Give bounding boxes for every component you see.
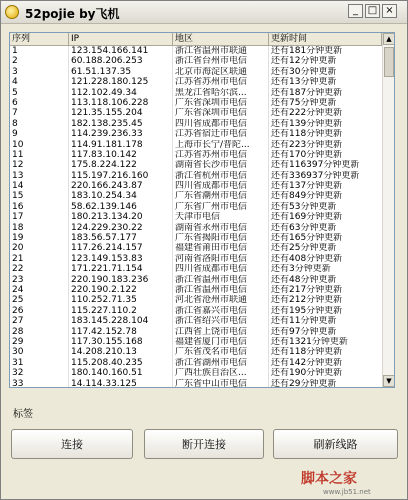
cell-index: 31 [12, 357, 24, 368]
maximize-button[interactable] [365, 4, 380, 18]
table-row[interactable] [10, 181, 382, 191]
table-row[interactable] [10, 129, 382, 139]
table-row[interactable] [10, 212, 382, 222]
cell-index: 13 [12, 170, 24, 181]
table-row[interactable] [10, 327, 382, 337]
cell-region: 黑龙江省哈尔滨... [175, 87, 247, 98]
cell-index: 3 [12, 66, 18, 77]
cell-update-time: 还有165分钟更新 [271, 233, 343, 244]
cell-ip: 121.228.180.125 [71, 77, 149, 88]
cell-update-time: 还有63分钟更新 [271, 222, 337, 233]
cell-update-time: 还有849分钟更新 [271, 191, 343, 202]
cell-region: 浙江省温州市联通 [175, 46, 248, 56]
cell-index: 5 [12, 87, 18, 98]
cell-ip: 58.62.139.146 [71, 201, 137, 212]
cell-ip: 112.102.49.34 [71, 87, 137, 98]
status-label: 标签 [13, 409, 33, 420]
cell-index: 16 [12, 201, 24, 212]
cell-ip: 60.188.206.253 [71, 56, 143, 67]
refresh-lines-button[interactable]: 刷新线路 [273, 429, 398, 459]
cell-index: 6 [12, 97, 18, 108]
table-row[interactable] [10, 150, 382, 160]
cell-region: 浙江省台州市电信 [175, 56, 248, 67]
table-row[interactable] [10, 358, 382, 368]
cell-ip: 180.213.134.20 [71, 212, 143, 223]
table-row[interactable] [10, 337, 382, 347]
cell-index: 4 [12, 77, 18, 88]
cell-update-time: 还有170分钟更新 [271, 149, 343, 160]
cell-ip: 123.154.166.141 [71, 46, 149, 56]
cell-index: 17 [12, 212, 24, 223]
cell-update-time: 还有222分钟更新 [271, 108, 343, 119]
cell-region: 浙江省嘉兴市电信 [175, 305, 248, 316]
cell-region: 江苏省宿迁市电信 [175, 129, 248, 140]
cell-index: 22 [12, 264, 24, 275]
cell-ip: 123.149.153.83 [71, 253, 143, 264]
cell-ip: 117.30.155.168 [71, 336, 143, 347]
cell-ip: 113.118.106.228 [71, 97, 149, 108]
table-row[interactable] [10, 368, 382, 378]
cell-index: 12 [12, 160, 24, 171]
column-header-update-time[interactable]: 更新时间 [269, 33, 382, 45]
cell-index: 10 [12, 139, 24, 150]
window-title: 52pojie by飞机 [25, 7, 120, 21]
cell-region: 湖南省永州市电信 [175, 222, 248, 233]
table-row[interactable] [10, 223, 382, 233]
cell-region: 浙江省温州市电信 [175, 284, 248, 295]
table-header [10, 33, 394, 46]
cell-ip: 183.145.228.104 [71, 316, 149, 327]
cell-index: 30 [12, 347, 24, 358]
cell-index: 27 [12, 316, 24, 327]
table-row[interactable] [10, 98, 382, 108]
cell-ip: 220.166.243.87 [71, 181, 143, 192]
cell-update-time: 还有336937分钟更新 [271, 170, 360, 181]
cell-region: 河南省洛阳市电信 [175, 253, 248, 264]
cell-region: 广东省中山市电信 [175, 378, 248, 388]
column-header-ip[interactable]: IP [69, 33, 173, 45]
cell-index: 29 [12, 336, 24, 347]
cell-update-time: 还有11分钟更新 [271, 316, 337, 327]
vertical-scrollbar[interactable] [382, 33, 395, 387]
cell-region: 天津市电信 [175, 212, 221, 223]
table-row[interactable] [10, 254, 382, 264]
cell-update-time: 还有190分钟更新 [271, 368, 343, 379]
cell-update-time: 还有223分钟更新 [271, 139, 343, 150]
table-row[interactable] [10, 243, 382, 253]
minimize-icon: _ [353, 5, 358, 16]
cell-region: 浙江省湖州市电信 [175, 357, 248, 368]
cell-ip: 117.83.10.142 [71, 149, 137, 160]
cell-update-time: 还有97分钟更新 [271, 326, 337, 337]
cell-index: 8 [12, 118, 18, 129]
cell-update-time: 还有75分钟更新 [271, 97, 337, 108]
cell-region: 江西省上饶市电信 [175, 326, 248, 337]
watermark-url: www.jb51.net [323, 488, 371, 496]
cell-update-time: 还有118分钟更新 [271, 129, 343, 140]
cell-update-time: 还有187分钟更新 [271, 87, 343, 98]
cell-index: 25 [12, 295, 24, 306]
table-row[interactable] [10, 306, 382, 316]
table-row[interactable] [10, 46, 382, 56]
cell-region: 上海市长宁/普陀... [175, 139, 250, 150]
cell-update-time: 还有217分钟更新 [271, 284, 343, 295]
cell-update-time: 还有139分钟更新 [271, 118, 343, 129]
table-row[interactable] [10, 140, 382, 150]
table-row[interactable] [10, 285, 382, 295]
cell-index: 21 [12, 253, 24, 264]
cell-ip: 121.35.155.204 [71, 108, 143, 119]
cell-index: 20 [12, 243, 24, 254]
cell-update-time: 还有118分钟更新 [271, 347, 343, 358]
cell-index: 33 [12, 378, 24, 388]
cell-ip: 183.10.254.34 [71, 191, 137, 202]
cell-region: 江苏省苏州市电信 [175, 149, 248, 160]
scroll-thumb[interactable] [384, 47, 394, 77]
table-row[interactable] [10, 56, 382, 66]
table-row[interactable] [10, 160, 382, 170]
connect-button[interactable]: 连接 [11, 429, 133, 459]
cell-region: 四川省成都市电信 [175, 264, 248, 275]
cell-update-time: 还有3分钟更新 [271, 264, 331, 275]
cell-region: 河北省沧州市联通 [175, 295, 248, 306]
maximize-icon: □ [367, 5, 378, 16]
cell-index: 14 [12, 181, 24, 192]
cell-index: 11 [12, 149, 24, 160]
cell-update-time: 还有195分钟更新 [271, 305, 343, 316]
cell-update-time: 还有181分钟更新 [271, 46, 343, 56]
cell-region: 广东省揭阳市电信 [175, 233, 248, 244]
cell-region: 广东省潮州市电信 [175, 191, 248, 202]
column-header-index[interactable]: 序列 [10, 33, 69, 45]
table-row[interactable] [10, 191, 382, 201]
cell-ip: 175.8.224.122 [71, 160, 137, 171]
cell-ip: 115.197.216.160 [71, 170, 149, 181]
cell-region: 广东省广州市电信 [175, 201, 248, 212]
cell-region: 广东省深圳市电信 [175, 108, 248, 119]
table-row[interactable] [10, 171, 382, 181]
table-row[interactable] [10, 77, 382, 87]
cell-index: 23 [12, 274, 24, 285]
cell-ip: 114.239.236.33 [71, 129, 143, 140]
cell-region: 北京市海淀区联通 [175, 66, 248, 77]
cell-update-time: 还有1321分钟更新 [271, 336, 348, 347]
close-button[interactable] [382, 4, 397, 18]
disconnect-button[interactable]: 断开连接 [144, 429, 264, 459]
ip-list-table[interactable] [9, 32, 395, 388]
cell-ip: 115.208.40.235 [71, 357, 143, 368]
cell-index: 28 [12, 326, 24, 337]
cell-region: 四川省成都市电信 [175, 118, 248, 129]
close-icon: × [385, 5, 394, 16]
cell-update-time: 还有53分钟更新 [271, 201, 337, 212]
app-icon [5, 5, 19, 19]
cell-ip: 220.190.183.236 [71, 274, 149, 285]
cell-ip: 117.26.214.157 [71, 243, 143, 254]
cell-ip: 115.227.110.2 [71, 305, 137, 316]
cell-update-time: 还有29分钟更新 [271, 378, 337, 388]
cell-region: 浙江省绍兴市电信 [175, 316, 248, 327]
table-row[interactable] [10, 233, 382, 243]
cell-ip: 61.51.137.35 [71, 66, 132, 77]
cell-ip: 220.190.2.122 [71, 284, 137, 295]
cell-ip: 124.229.230.22 [71, 222, 143, 233]
cell-index: 32 [12, 368, 24, 379]
cell-ip: 114.91.181.178 [71, 139, 143, 150]
cell-region: 广西壮族自治区... [175, 368, 247, 379]
cell-update-time: 还有169分钟更新 [271, 212, 343, 223]
column-header-region[interactable]: 地区 [173, 33, 269, 45]
cell-ip: 110.252.71.35 [71, 295, 137, 306]
scroll-up-button[interactable]: ▲ [383, 33, 395, 45]
cell-ip: 183.56.57.177 [71, 233, 137, 244]
cell-ip: 14.114.33.125 [71, 378, 137, 388]
cell-index: 26 [12, 305, 24, 316]
table-row[interactable] [10, 67, 382, 77]
cell-update-time: 还有142分钟更新 [271, 357, 343, 368]
cell-region: 广东省茂名市电信 [175, 347, 248, 358]
cell-index: 19 [12, 233, 24, 244]
cell-ip: 14.208.210.13 [71, 347, 137, 358]
cell-index: 2 [12, 56, 18, 67]
cell-region: 浙江省温州市电信 [175, 274, 248, 285]
scroll-down-button[interactable]: ▼ [383, 375, 395, 387]
table-row[interactable] [10, 119, 382, 129]
cell-update-time: 还有12分钟更新 [271, 56, 337, 67]
table-row[interactable] [10, 295, 382, 305]
cell-region: 广东省深圳市电信 [175, 97, 248, 108]
cell-update-time: 还有30分钟更新 [271, 66, 337, 77]
table-body [10, 46, 382, 388]
cell-index: 9 [12, 129, 18, 140]
cell-update-time: 还有48分钟更新 [271, 274, 337, 285]
cell-update-time: 还有212分钟更新 [271, 295, 343, 306]
cell-region: 江苏省苏州市电信 [175, 77, 248, 88]
cell-ip: 117.42.152.78 [71, 326, 137, 337]
cell-update-time: 还有13分钟更新 [271, 77, 337, 88]
table-row[interactable] [10, 108, 382, 118]
table-row[interactable] [10, 275, 382, 285]
title-bar[interactable] [1, 1, 407, 24]
table-row[interactable] [10, 316, 382, 326]
cell-index: 18 [12, 222, 24, 233]
cell-ip: 180.140.160.51 [71, 368, 143, 379]
cell-ip: 171.221.71.154 [71, 264, 143, 275]
cell-update-time: 还有25分钟更新 [271, 243, 337, 254]
table-row[interactable] [10, 379, 382, 389]
cell-update-time: 还有408分钟更新 [271, 253, 343, 264]
cell-region: 浙江省杭州市电信 [175, 170, 248, 181]
cell-index: 15 [12, 191, 24, 202]
cell-ip: 182.138.235.45 [71, 118, 143, 129]
cell-index: 1 [12, 46, 18, 56]
cell-region: 四川省成都市电信 [175, 181, 248, 192]
minimize-button[interactable] [348, 4, 363, 18]
cell-index: 24 [12, 284, 24, 295]
cell-region: 福建省厦门市电信 [175, 336, 248, 347]
cell-update-time: 还有116397分钟更新 [271, 160, 360, 171]
table-row[interactable] [10, 264, 382, 274]
table-row[interactable] [10, 347, 382, 357]
table-row[interactable] [10, 202, 382, 212]
watermark-logo: 脚本之家 [301, 471, 357, 487]
cell-update-time: 还有137分钟更新 [271, 181, 343, 192]
cell-region: 福建省莆田市电信 [175, 243, 248, 254]
table-row[interactable] [10, 88, 382, 98]
cell-region: 湖南省长沙市电信 [175, 160, 248, 171]
cell-index: 7 [12, 108, 18, 119]
